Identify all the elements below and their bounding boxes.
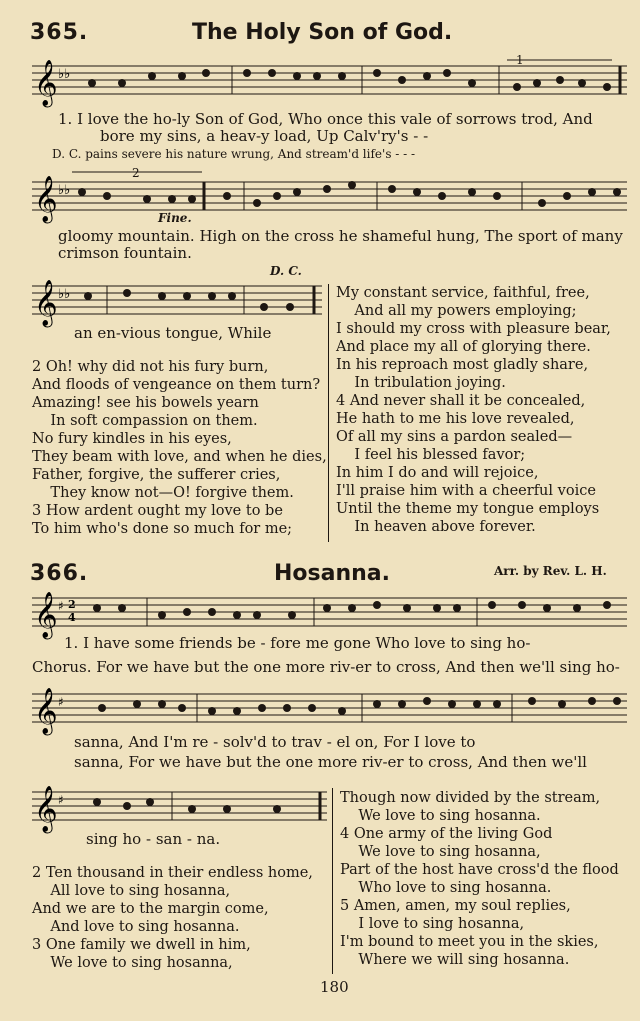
lyric-line: 1. I have some friends be - fore me gone Who love to sing ho-	[64, 634, 531, 652]
hymn-title-365: The Holy Son of God.	[192, 20, 453, 45]
music-staff	[32, 280, 322, 326]
svg-text:2: 2	[68, 598, 76, 611]
lyric-line: D. C. pains severe his nature wrung, And stream'd life's - - -	[52, 147, 416, 161]
svg-text:♭♭: ♭♭	[58, 287, 71, 302]
svg-text:♯: ♯	[58, 599, 64, 613]
treble-clef-icon: 𝄞	[34, 60, 58, 106]
lyric-line: sanna, For we have but the one more riv-er to cross, And then we'll	[74, 753, 587, 771]
verse-block-left: 2 Oh! why did not his fury burn, And floods of vengeance on them turn? Amazing! see his bowels yearn In soft compassion on them. No fury kindles in his eyes, They beam with love, and when he dies, Father, forgive, the sufferer cries, They know not—O! forgive them. 3 How ardent ought my love to be To him who's done so much for me;	[32, 359, 327, 537]
music-staff	[32, 176, 627, 222]
music-staff	[32, 786, 327, 832]
music-staff	[32, 688, 627, 734]
svg-text:𝄞: 𝄞	[34, 176, 58, 222]
page-number: 180	[320, 978, 349, 996]
music-staff	[32, 592, 627, 638]
svg-text:4: 4	[68, 611, 76, 624]
lyric-line: Chorus. For we have but the one more riv-er to cross, And then we'll sing ho-	[32, 658, 620, 676]
composer-credit: Arr. by Rev. L. H.	[494, 564, 607, 578]
svg-text:♯: ♯	[58, 695, 64, 709]
verse-block-right: Though now divided by the stream, We love to sing hosanna. 4 One army of the living God We love to sing hosanna, Part of the host have cross'd the flood Who love to sing hosanna. 5 Amen, amen, my soul replies, I love to sing hosanna, I'm bound to meet you in the skies, Where we will sing hosanna.	[340, 790, 619, 968]
svg-text:𝄞: 𝄞	[34, 786, 58, 832]
lyric-line: crimson fountain.	[58, 244, 192, 262]
lyric-line: sanna, And I'm re - solv'd to trav - el on, For I love to	[74, 733, 476, 751]
verse-block-left: 2 Ten thousand in their endless home, All love to sing hosanna, And we are to the margin come, And love to sing hosanna. 3 One family we dwell in him, We love to sing hosanna,	[32, 865, 313, 971]
svg-text:𝄞: 𝄞	[34, 280, 58, 326]
hymn-title-366: Hosanna.	[274, 561, 390, 586]
dc-mark: D. C.	[270, 264, 302, 278]
lyric-line: sing ho - san - na.	[86, 830, 221, 848]
verse-block-right: My constant service, faithful, free, And all my powers employing; I should my cross with pleasure bear, And place my all of glorying there. In his reproach most gladly share, In tribulation joying. 4 And never shall it be concealed, He hath to me his love revealed, Of all my sins a pardon sealed— I feel his blessed favor; In him I do and will rejoice, I'll praise him with a cheerful voice Until the theme my tongue employs In heaven above forever.	[336, 285, 611, 535]
column-divider	[328, 284, 329, 542]
lyric-line: an en-vious tongue, While	[74, 324, 272, 342]
svg-text:𝄞: 𝄞	[34, 688, 58, 734]
svg-text:♭♭: ♭♭	[58, 67, 71, 82]
svg-text:♯: ♯	[58, 793, 64, 807]
ending-number: 2	[132, 166, 140, 180]
music-staff	[32, 62, 627, 112]
fine-mark: Fine.	[158, 211, 192, 225]
svg-text:♭♭: ♭♭	[58, 183, 71, 198]
lyric-line: 1. I love the ho-ly Son of God, Who once this vale of sorrows trod, And	[58, 110, 593, 128]
column-divider	[332, 788, 333, 974]
hymn-number-366: 366.	[30, 561, 89, 586]
svg-text:𝄞: 𝄞	[34, 592, 58, 638]
lyric-line: bore my sins, a heav-y load, Up Calv'ry's - -	[100, 127, 429, 145]
lyric-line: gloomy mountain. High on the cross he shameful hung, The sport of many	[58, 227, 623, 245]
ending-number: 1	[516, 53, 524, 67]
hymn-number-365: 365.	[30, 20, 89, 45]
